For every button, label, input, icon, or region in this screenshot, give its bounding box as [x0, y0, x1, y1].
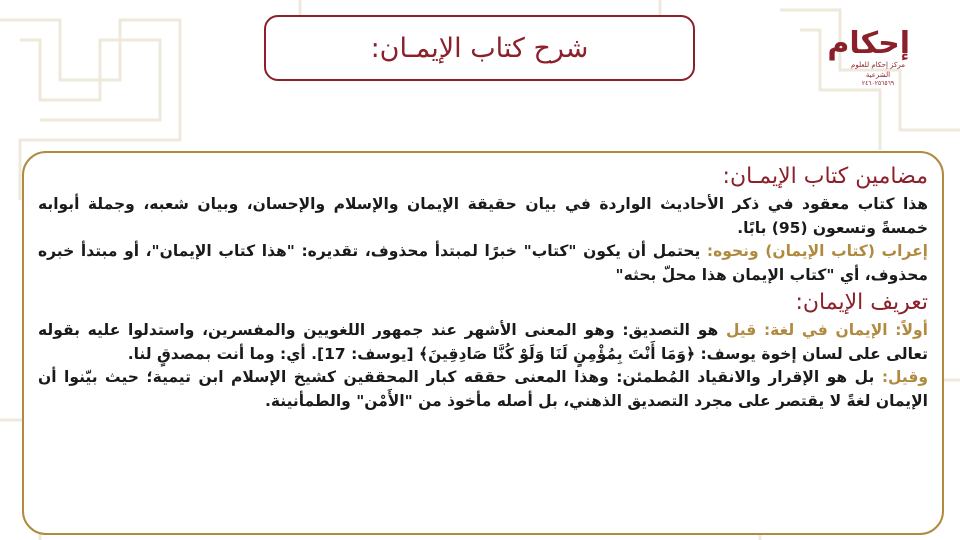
paragraph-text: هو التصديق: وهو المعنى الأشهر عند جمهور اللغويين والمفسرين، واستدلوا عليه بقوله تعالى على لسان إخوة يوسف: ﴿وَمَا أَنْتَ بِمُؤْمِنٍ لَنَا وَلَوْ كُنَّا صَادِقِينَ﴾ [يوسف: 17]. أي: وما أنت بمصدقٍ لنا. — [38, 321, 928, 363]
paragraph-second-opinion — [38, 366, 928, 413]
paragraph-irab — [38, 240, 928, 287]
paragraph-contents-intro — [38, 193, 928, 240]
logo-code: ٢٤٦٠٢٥٦٥٦٩ — [861, 80, 895, 87]
section-heading-contents: مضامين كتاب الإيمـان: — [722, 164, 928, 189]
logo-mark: إحكام — [827, 26, 910, 61]
paragraph-lead: إعراب (كتاب الإيمان) ونحوه: — [706, 242, 928, 260]
paragraph-text: يحتمل أن يكون "كتاب" خبرًا لمبتدأ محذوف، تقديره: "هذا كتاب الإيمان"، أو مبتدأ خبره محذوف، أي "كتاب الإيمان هذا محلّ بحثه" — [38, 242, 928, 284]
page-title: شرح كتاب الإيمـان: — [370, 32, 589, 64]
paragraph-text: بل هو الإقرار والانقياد المُطمئن: وهذا المعنى حققه كبار المحققين كشيخ الإسلام ابن تيمية؛ حيث بيّنوا أن الإيمان لغةً لا يقتصر على مجرد التصديق الذهني، بل أصله مأخوذ من "الأَمْن" والطمأنينة. — [38, 368, 928, 410]
paragraph-lead: وقيل: — [881, 368, 928, 386]
paragraph-text: هذا كتاب معقود في ذكر الأحاديث الواردة في بيان حقيقة الإيمان والإسلام والإحسان، وبيان شعبه، وجملة أبوابه خمسةً وتسعون (95) بابًا. — [38, 195, 928, 237]
content-box — [22, 151, 944, 535]
brand-logo — [827, 26, 910, 98]
paragraph-linguistic-definition — [38, 319, 928, 366]
logo-subtitle: مركز إحكام للعلوم الشرعية — [851, 61, 905, 79]
paragraph-lead: أولاً: الإيمان في لغة: قيل — [725, 321, 928, 339]
title-box — [264, 15, 695, 81]
section-heading-definition: تعريف الإيمان: — [795, 290, 928, 315]
